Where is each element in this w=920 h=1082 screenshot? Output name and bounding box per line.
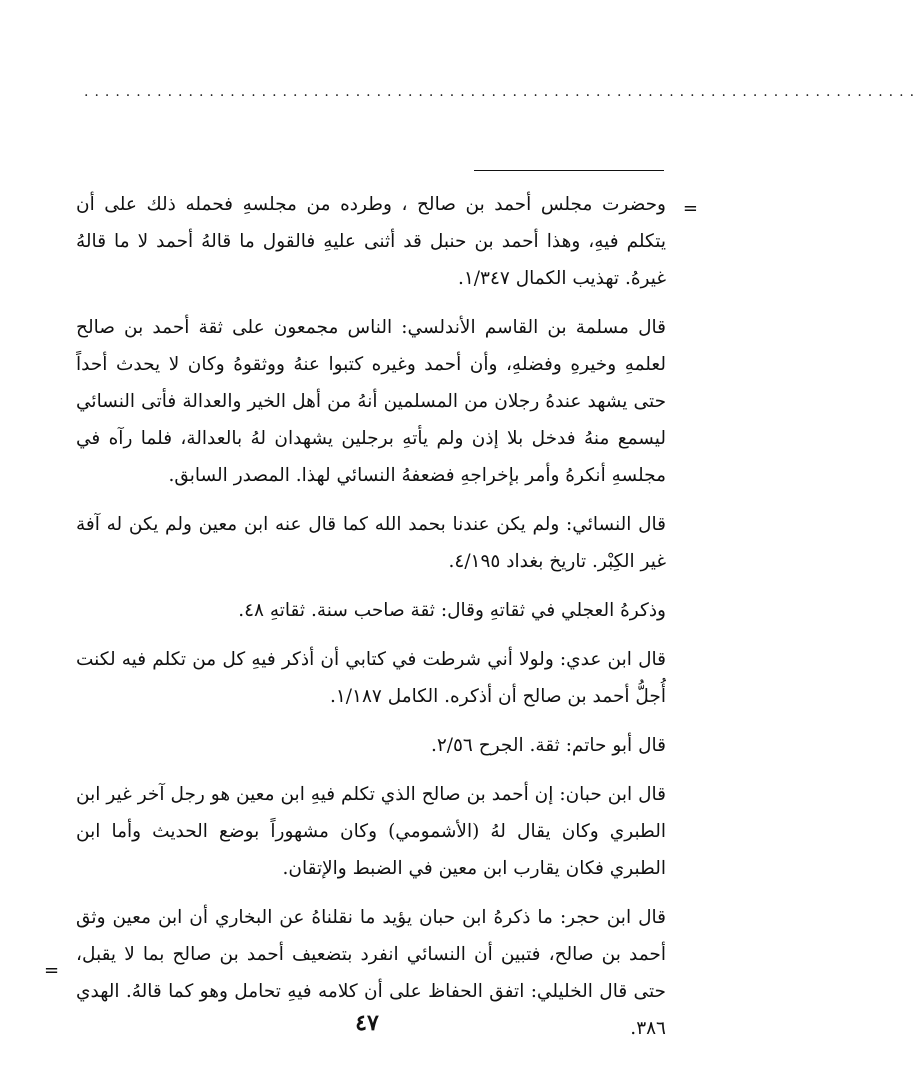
- paragraph: قال ابن حجر: ما ذكرهُ ابن حبان يؤيد ما نقلناهُ عن البخاري أن ابن معين وثق أحمد بن صالح، فتبين أن النسائي انفرد بتضعيف أحمد بن صالح بما لا يقبل، حتى قال الخليلي: اتفق الحفاظ على أن كلامه فيهِ تحامل وهو كما قالهُ. الهدي ٣٨٦.: [76, 907, 666, 1039]
- continuation-mark-bottom: =: [44, 960, 60, 981]
- paragraph: وحضرت مجلس أحمد بن صالح ، وطرده من مجلسهِ فحمله ذلك على أن يتكلم فيهِ، وهذا أحمد بن حنبل قد أثنى عليهِ فالقول ما قالهُ أحمد لا ما قالهُ غيرهُ. تهذيب الكمال ١/٣٤٧.: [76, 194, 666, 289]
- paragraph: قال مسلمة بن القاسم الأندلسي: الناس مجمعون على ثقة أحمد بن صالح لعلمهِ وخيرهِ وفضلهِ، وأن أحمد وغيره كتبوا عنهُ ووثقوهُ وكان لا يحدث أحداً حتى يشهد عندهُ رجلان من المسلمين أنهُ من أهل الخير والعدالة فأتى النسائي ليسمع منهُ فدخل بلا إذن ولم يأتهِ برجلين يشهدان لهُ بالعدالة، فلما رآه في مجلسهِ أنكرهُ وأمر بإخراجهِ فضعفهُ النسائي لهذا. المصدر السابق.: [76, 317, 666, 486]
- paragraph: قال ابن حبان: إن أحمد بن صالح الذي تكلم فيهِ ابن معين هو رجل آخر غير ابن الطبري وكان يقال لهُ (الأشمومي) وكان مشهوراً بوضع الحديث وأما ابن الطبري فكان يقارب ابن معين في الضبط والإتقان.: [76, 784, 666, 879]
- page-number: ٤٧: [355, 1010, 379, 1036]
- paragraph: قال ابن عدي: ولولا أني شرطت في كتابي أن أذكر فيهِ كل من تكلم فيه لكنت أُجلُّ أحمد بن صالح أن أذكره. الكامل ١/١٨٧.: [76, 649, 666, 707]
- footnote-text: [76, 186, 666, 1059]
- paragraph: قال النسائي: ولم يكن عندنا بحمد الله كما قال عنه ابن معين ولم يكن له آفة غير الكِبْر. تاريخ بغداد ٤/١٩٥.: [76, 514, 666, 572]
- header-dotted-line: ................................................................................: [84, 84, 920, 100]
- footnote-separator: [474, 170, 664, 171]
- continuation-mark-top: =: [682, 198, 698, 219]
- paragraph: وذكرهُ العجلي في ثقاتهِ وقال: ثقة صاحب سنة. ثقاتهِ ٤٨.: [238, 600, 666, 621]
- paragraph: قال أبو حاتم: ثقة. الجرح ٢/٥٦.: [430, 735, 666, 756]
